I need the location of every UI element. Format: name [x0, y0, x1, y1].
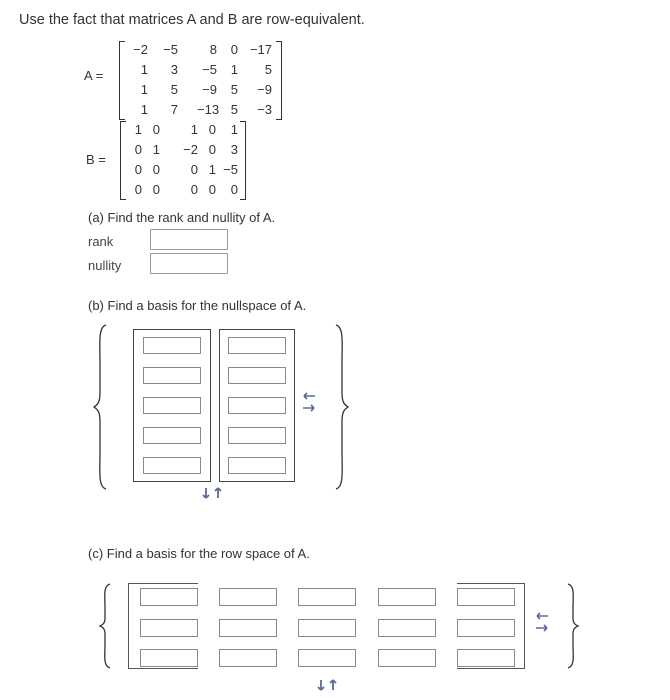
- matrix-b-entry: 1: [230, 122, 238, 137]
- nullspace-v2-entry-4[interactable]: [228, 427, 286, 444]
- matrix-a-entry: −3: [257, 102, 272, 117]
- matrix-a-entry: 5: [230, 102, 238, 117]
- matrix-b-entry: 0: [152, 122, 160, 137]
- matrix-a-entry: −9: [202, 82, 217, 97]
- rowspace-v1-entry-1[interactable]: [140, 588, 198, 606]
- matrix-b-entry: 0: [208, 122, 216, 137]
- matrix-b-entry: 0: [134, 182, 142, 197]
- rowspace-v4-entry-3[interactable]: [378, 649, 436, 667]
- left-right-arrows-icon[interactable]: [532, 610, 552, 636]
- matrix-b-label: B =: [86, 152, 106, 167]
- left-right-arrows-icon[interactable]: [299, 390, 319, 416]
- part-a-title: (a) Find the rank and nullity of A.: [88, 210, 276, 225]
- rowspace-v5-entry-3[interactable]: [457, 649, 515, 667]
- matrix-a-entry: 5: [230, 82, 238, 97]
- rank-input-box: [150, 229, 228, 250]
- matrix-a-entry: −17: [249, 42, 272, 57]
- left-brace-icon: [98, 582, 112, 670]
- matrix-b-entry: 0: [152, 182, 160, 197]
- matrix-b-entry: 1: [190, 122, 198, 137]
- rowspace-v3-entry-1[interactable]: [298, 588, 356, 606]
- matrix-a-entry: −5: [202, 62, 217, 77]
- nullspace-v1-entry-2[interactable]: [143, 367, 201, 384]
- matrix-b-entry: 0: [134, 142, 142, 157]
- problem-prompt: Use the fact that matrices A and B are row-equivalent.: [19, 12, 365, 28]
- part-b-title: (b) Find a basis for the nullspace of A.: [88, 298, 307, 313]
- left-brace-icon: [92, 323, 108, 491]
- nullspace-v1-entry-1[interactable]: [143, 337, 201, 354]
- matrix-a-entry: 7: [170, 102, 178, 117]
- rowspace-v2-entry-1[interactable]: [219, 588, 277, 606]
- part-c-title: (c) Find a basis for the row space of A.: [88, 546, 310, 561]
- matrix-b-entry: 0: [134, 162, 142, 177]
- up-down-arrows-icon[interactable]: [315, 678, 341, 692]
- nullspace-v2-entry-1[interactable]: [228, 337, 286, 354]
- nullspace-v1-entry-3[interactable]: [143, 397, 201, 414]
- matrix-b-entry: 0: [152, 162, 160, 177]
- matrix-a-entry: −2: [133, 42, 148, 57]
- matrix-a-entry: 3: [170, 62, 178, 77]
- rowspace-v4-entry-1[interactable]: [378, 588, 436, 606]
- matrix-a-entry: 5: [170, 82, 178, 97]
- matrix-b-entry: 0: [190, 162, 198, 177]
- matrix-a-entry: 1: [230, 62, 238, 77]
- matrix-b-right-bracket: [240, 121, 246, 200]
- matrix-b-entry: −5: [223, 162, 238, 177]
- matrix-b-entry: 1: [208, 162, 216, 177]
- nullity-label: nullity: [88, 258, 122, 273]
- matrix-a-entry: 1: [140, 62, 148, 77]
- matrix-a-entry: −13: [197, 102, 220, 117]
- rowspace-v4-entry-2[interactable]: [378, 619, 436, 637]
- rowspace-v1-entry-2[interactable]: [140, 619, 198, 637]
- matrix-a-entry: −9: [257, 82, 272, 97]
- matrix-a-entry: 1: [140, 82, 148, 97]
- matrix-b-entry: 0: [208, 182, 216, 197]
- right-brace-icon: [566, 582, 580, 670]
- matrix-b-entry: 1: [134, 122, 142, 137]
- right-brace-icon: [334, 323, 350, 491]
- matrix-a-entry: 8: [209, 42, 217, 57]
- nullspace-v1-entry-5[interactable]: [143, 457, 201, 474]
- matrix-a-left-bracket: [119, 41, 125, 120]
- matrix-a-entry: 5: [264, 62, 272, 77]
- rowspace-v1-entry-3[interactable]: [140, 649, 198, 667]
- matrix-a-entry: 0: [230, 42, 238, 57]
- nullspace-v2-entry-5[interactable]: [228, 457, 286, 474]
- matrix-b-entry: 0: [190, 182, 198, 197]
- matrix-b-entry: 0: [208, 142, 216, 157]
- nullspace-v2-entry-2[interactable]: [228, 367, 286, 384]
- rowspace-v3-entry-3[interactable]: [298, 649, 356, 667]
- nullity-input-box: [150, 253, 228, 274]
- matrix-a-entry: −5: [163, 42, 178, 57]
- rank-input[interactable]: [151, 230, 233, 249]
- matrix-b-entry: 3: [230, 142, 238, 157]
- matrix-b-entry: −2: [183, 142, 198, 157]
- matrix-a-label: A =: [84, 68, 104, 83]
- up-down-arrows-icon[interactable]: [200, 486, 226, 500]
- rowspace-v5-entry-1[interactable]: [457, 588, 515, 606]
- nullspace-v1-entry-4[interactable]: [143, 427, 201, 444]
- rowspace-v5-entry-2[interactable]: [457, 619, 515, 637]
- rowspace-v3-entry-2[interactable]: [298, 619, 356, 637]
- matrix-a-right-bracket: [276, 41, 282, 120]
- nullity-input[interactable]: [151, 254, 233, 273]
- matrix-a-entry: 1: [140, 102, 148, 117]
- matrix-b-entry: 1: [152, 142, 160, 157]
- matrix-b-entry: 0: [230, 182, 238, 197]
- rowspace-v2-entry-3[interactable]: [219, 649, 277, 667]
- rank-label: rank: [88, 234, 114, 249]
- nullspace-v2-entry-3[interactable]: [228, 397, 286, 414]
- rowspace-v2-entry-2[interactable]: [219, 619, 277, 637]
